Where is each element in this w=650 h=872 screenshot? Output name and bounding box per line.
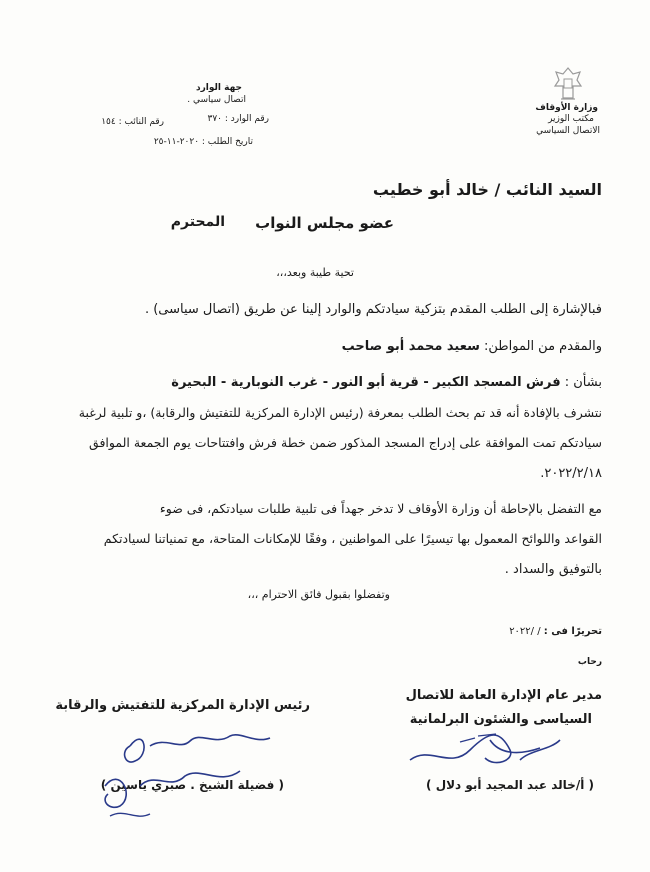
paragraph-closing-line-2: القواعد واللوائح المعمول بها تيسيرًا على المواطنين ، وفقًا للإمكانات المتاحة، مع تمنياتنا لسيادتكم <box>103 531 602 546</box>
left-signature <box>90 716 290 826</box>
ministry-line: الاتصال السياسي <box>536 126 600 136</box>
typist-initials: رحاب <box>577 657 602 667</box>
recipient-honorific: المحترم <box>170 214 225 230</box>
right-signatory-name: ( أ/خالد عبد المجيد أبو دلال ) <box>426 778 594 792</box>
right-signatory-title-1: مدير عام الإدارة العامة للاتصال <box>405 688 602 703</box>
issue-date-value: / /٢٠٢٢ <box>509 626 541 637</box>
subject-label: بشأن : <box>564 375 602 390</box>
issue-date-label: تحريرًا فى : <box>543 626 602 637</box>
eagle-emblem-icon <box>553 66 583 102</box>
right-signatory-title-2: السياسى والشئون البرلمانية <box>409 712 592 727</box>
issue-date <box>509 626 602 637</box>
left-signatory-title: رئيس الإدارة المركزية للتفتيش والرقابة <box>55 698 310 713</box>
paragraph-reference: فبالإشارة إلى الطلب المقدم بتزكية سيادتكم والوارد إلينا عن طريق (اتصال سياسى) . <box>144 302 602 317</box>
source-label: جهة الوارد <box>195 83 242 93</box>
ministry-line: وزارة الأوقاف <box>535 103 598 113</box>
paragraph-result-line-2: سيادتكم تمت الموافقة على إدراج المسجد المذكور ضمن خطة فرش وافتتاحات يوم الجمعة الموافق <box>89 435 602 450</box>
paragraph-closing-line-1: مع التفضل بالإحاطة أن وزارة الأوقاف لا تدخر جهداً فى تلبية طلبات سيادتكم، فى ضوء <box>159 501 602 516</box>
request-date: تاريخ الطلب : ٢٠٢٠-١١-٢٥ <box>153 137 253 147</box>
subject-text: فرش المسجد الكبير - قرية أبو النور - غرب النوبارية - البحيرة <box>171 375 561 390</box>
subject-line <box>171 375 602 390</box>
deputy-number: رقم النائب : ١٥٤ <box>101 117 164 127</box>
paragraph-result-line-1: نتشرف بالإفادة أنه قد تم بحث الطلب بمعرفة (رئيس الإدارة المركزية للتفتيش والرقابة) ،و تلبية لرغبة <box>78 405 602 420</box>
source-value: اتصال سياسي . <box>187 95 246 105</box>
citizen-label: والمقدم من المواطن: <box>484 339 602 354</box>
incoming-number: رقم الوارد : ٣٧٠ <box>207 114 269 124</box>
left-signatory-name: ( فضيلة الشيخ . صبري ياسين ) <box>100 778 284 792</box>
closing-salutation: وتفضلوا بقبول فائق الاحترام ،،، <box>247 588 390 601</box>
greeting: تحية طيبة وبعد،،، <box>276 266 354 279</box>
right-signature <box>400 720 570 780</box>
paragraph-result-line-3: ٢٠٢٢/٢/١٨. <box>540 466 602 481</box>
recipient-title: السيد النائب / خالد أبو خطيب <box>372 180 602 199</box>
recipient-position: عضو مجلس النواب <box>255 214 394 232</box>
citizen-line <box>342 339 602 354</box>
ministry-line: مكتب الوزير <box>548 114 594 124</box>
paragraph-closing-line-3: بالتوفيق والسداد . <box>504 562 602 577</box>
citizen-name: سعيد محمد أبو صاحب <box>341 339 480 354</box>
